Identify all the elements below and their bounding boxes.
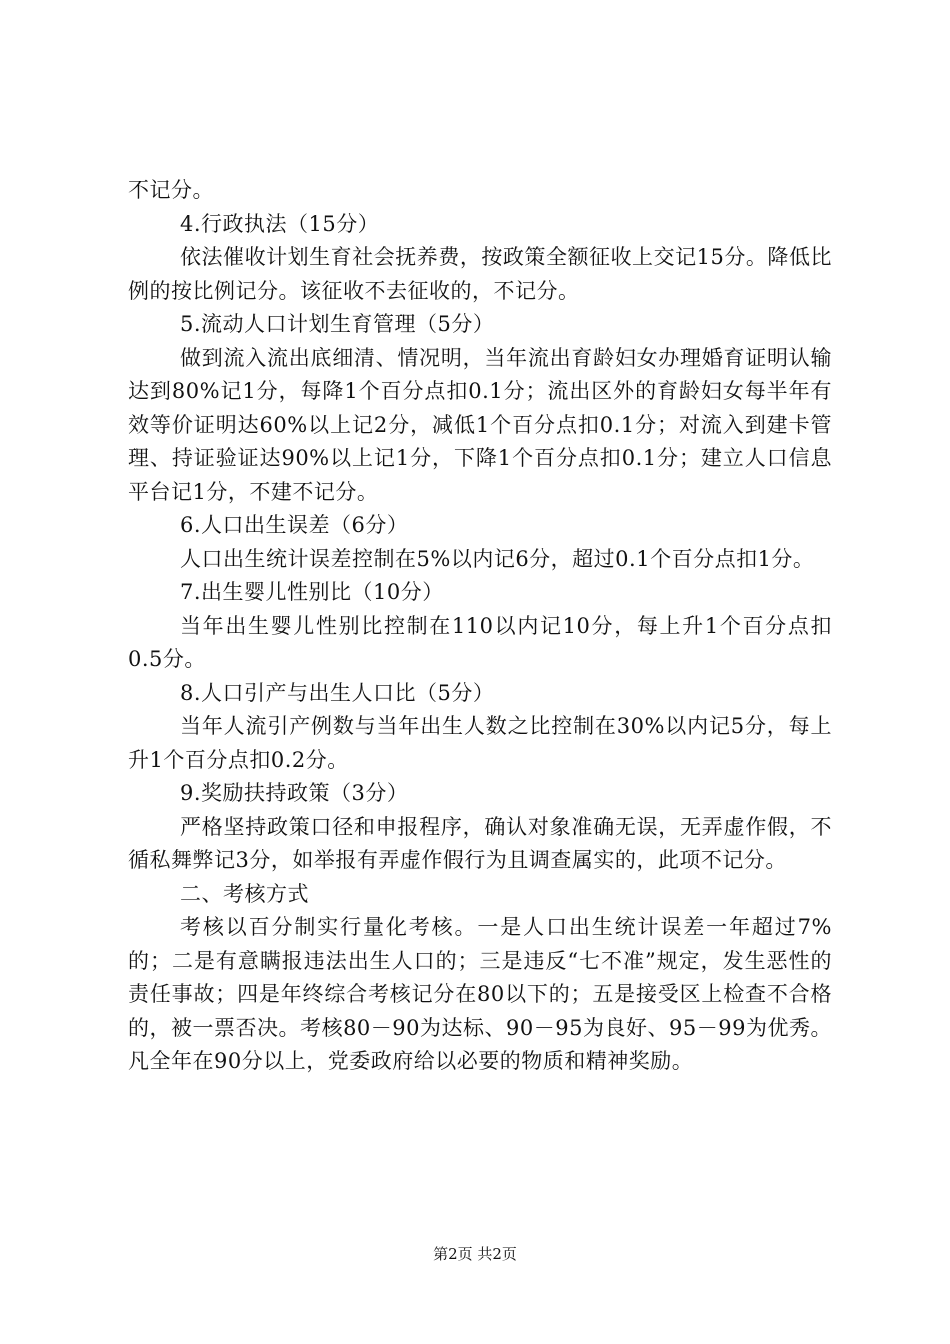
page-number-label: 第2页 共2页 xyxy=(433,1245,517,1263)
paragraph-birth-error: 人口出生统计误差控制在5%以内记6分，超过0.1个百分点扣1分。 xyxy=(180,546,815,571)
section-heading-administrative-enforcement: 4.行政执法（15分） xyxy=(180,211,380,236)
section-heading-reward-policy: 9.奖励扶持政策（3分） xyxy=(180,781,409,805)
paragraph-sex-ratio: 当年出生婴儿性别比控制在110以内记10分，每上升1个百分点扣0.5分。 xyxy=(128,613,832,671)
paragraph-induced-labor-ratio: 当年人流引产例数与当年出生人数之比控制在30%以内记5分，每上升1个百分点扣0.2分。 xyxy=(128,714,832,772)
paragraph-assessment-method: 考核以百分制实行量化考核。一是人口出生统计误差一年超过7%的；二是有意瞒报违法出生人口的；三是违反“七不准”规定，发生恶性的责任事故；四是年终综合考核记分在80以下的；五是接受区上检查不合格的，被一票否决。考核80－90为达标、90－95为良好、95－99为优秀。凡全年在90分以上，党委政府给以必要的物质和精神奖励。 xyxy=(128,915,832,1073)
section-heading-assessment-method: 二、考核方式 xyxy=(180,881,309,906)
section-heading-floating-population: 5.流动人口计划生育管理（5分） xyxy=(180,312,495,336)
paragraph-reward-policy: 严格坚持政策口径和申报程序，确认对象准确无误，无弄虚作假，不循私舞弊记3分，如举报有弄虚作假行为且调查属实的，此项不记分。 xyxy=(128,814,832,872)
page-footer xyxy=(0,1244,950,1264)
document-body xyxy=(128,174,832,1079)
paragraph-administrative-enforcement: 依法催收计划生育社会抚养费，按政策全额征收上交记15分。降低比例的按比例记分。该征收不去征收的，不记分。 xyxy=(128,245,832,303)
paragraph-floating-population: 做到流入流出底细清、情况明，当年流出育龄妇女办理婚育证明认输达到80%记1分，每降1个百分点扣0.1分；流出区外的育龄妇女每半年有效等价证明达60%以上记2分，减低1个百分点扣0.1分；对流入到建卡管理、持证验证达90%以上记1分，下降1个百分点扣0.1分；建立人口信息平台记1分，不建不记分。 xyxy=(128,345,832,504)
section-heading-birth-error: 6.人口出生误差（6分） xyxy=(180,513,409,537)
section-heading-induced-labor-ratio: 8.人口引产与出生人口比（5分） xyxy=(180,680,495,705)
section-heading-sex-ratio: 7.出生婴儿性别比（10分） xyxy=(180,580,444,604)
paragraph-continuation: 不记分。 xyxy=(128,178,214,202)
